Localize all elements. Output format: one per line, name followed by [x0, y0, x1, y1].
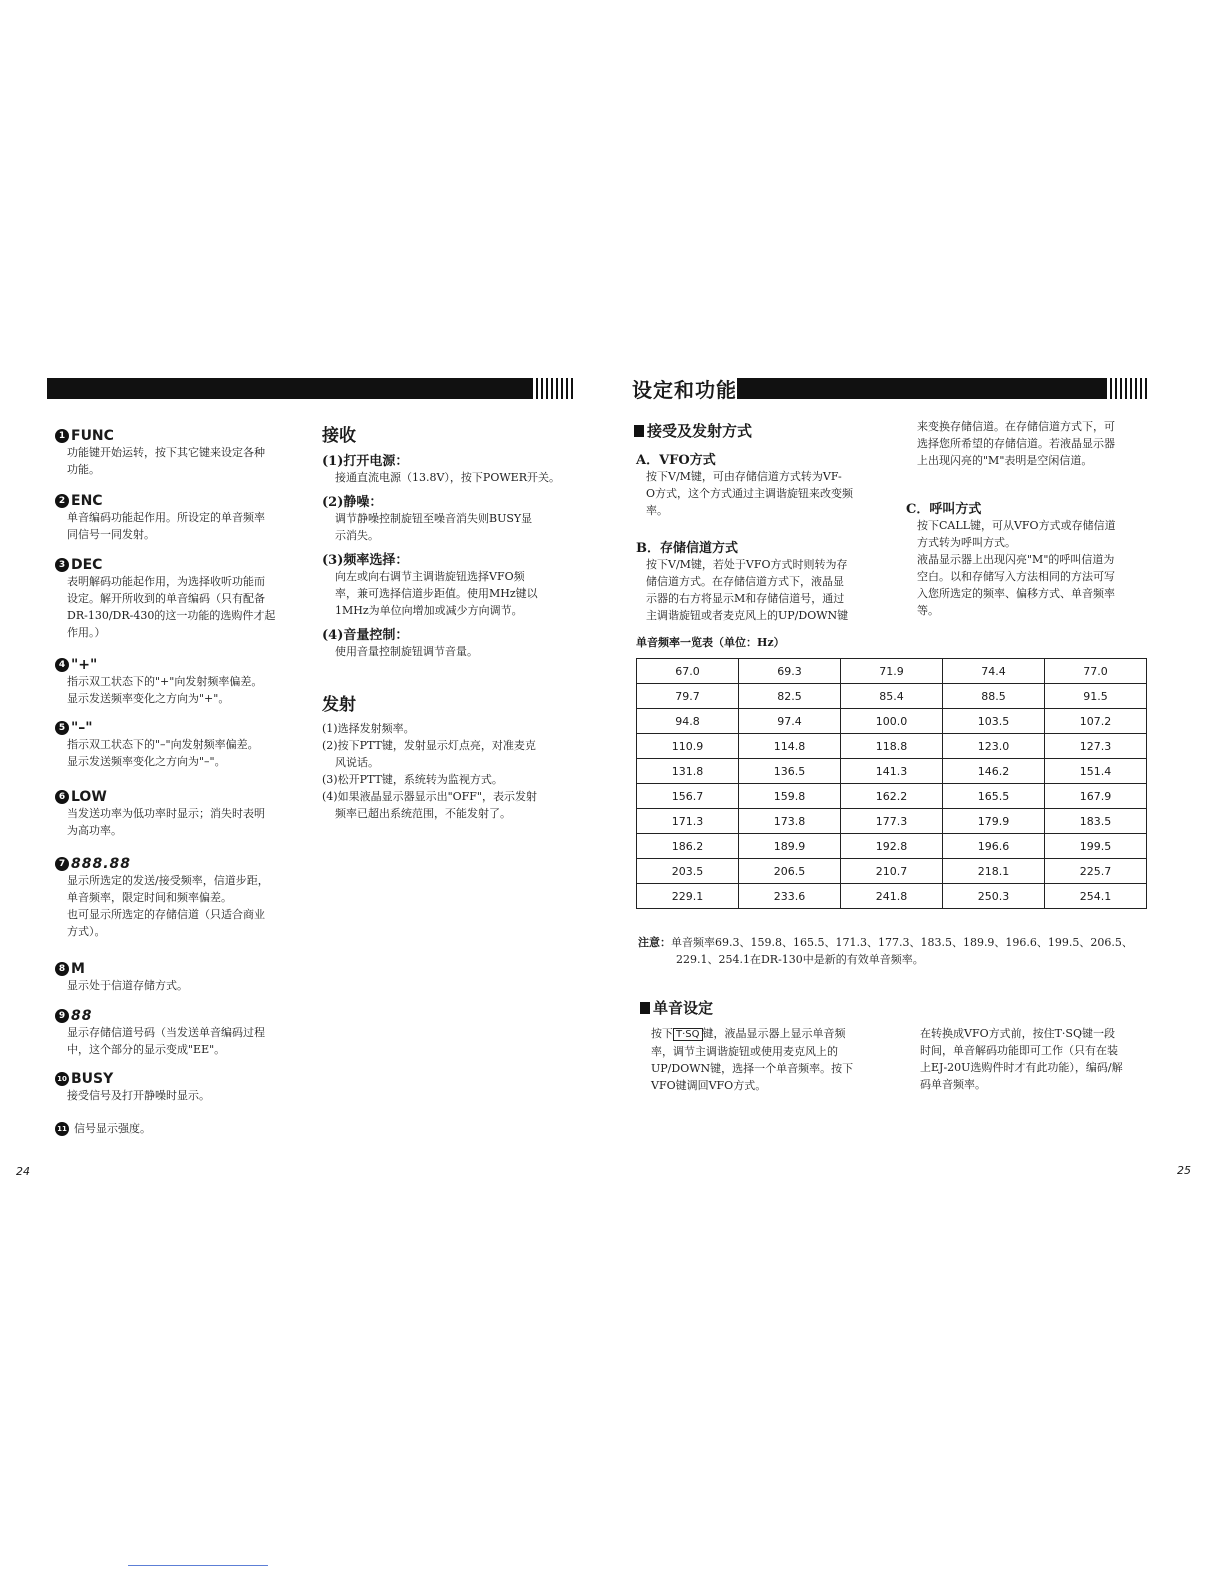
tone-table-cell: 179.9: [943, 809, 1045, 834]
tone-setting-left: 按下 T·SQ 键，液晶显示器上显示单音频 率，调节主调谐旋钮或使用麦克风上的 UP/DOWN键，选择一个单音频率。按下 VFO键调回VFO方式。: [651, 1027, 854, 1092]
number-3-icon: 3: [55, 558, 69, 572]
mode-b-head: B．存储信道方式: [636, 541, 738, 556]
modes-title: 接受及发射方式: [634, 420, 752, 441]
tone-table-cell: 85.4: [841, 684, 943, 709]
note-label: 注意：: [638, 936, 671, 949]
mode-c: [906, 498, 1156, 619]
step-head: (1)打开电源：: [322, 454, 409, 469]
display-item-low: [55, 789, 305, 839]
tone-table-row: [637, 734, 1147, 759]
tone-table-cell: 177.3: [841, 809, 943, 834]
item-title: ENC: [71, 493, 103, 509]
transmit-title: 发射: [322, 695, 356, 715]
tone-table-cell: 131.8: [637, 759, 739, 784]
note-line-1: 单音频率69.3、159.8、165.5、171.3、177.3、183.5、189.9、196.6、199.5、206.5、: [671, 936, 1133, 949]
tone-table-row: [637, 659, 1147, 684]
tone-table-row: [637, 859, 1147, 884]
square-bullet-icon: [640, 1002, 650, 1014]
tone-table-cell: 69.3: [739, 659, 841, 684]
tone-table-cell: 127.3: [1045, 734, 1147, 759]
note-line-2: 229.1、254.1在DR-130中是新的有效单音频率。: [676, 953, 924, 966]
display-item-busy: [55, 1071, 305, 1104]
scan-artifact-line: [128, 1565, 268, 1566]
number-6-icon: 6: [55, 790, 69, 804]
tone-table-cell: 97.4: [739, 709, 841, 734]
tone-table-cell: 186.2: [637, 834, 739, 859]
tone-table-cell: 167.9: [1045, 784, 1147, 809]
step-desc: 接通直流电源（13.8V），按下POWER开关。: [335, 471, 560, 484]
transmit-steps: (1)选择发射频率。 (2)按下PTT键，发射显示灯点亮，对准麦克 风说话。 (3)松开PTT键，系统转为监视方式。 (4)如果液晶显示器显示出"OFF"，表示发射 频率已超出系统范围，不能发射了。: [322, 722, 537, 820]
left-header-ticks: [536, 378, 573, 399]
item-desc: 功能键开始运转，按下其它键来设定各种 功能。: [67, 446, 265, 476]
tone-table-cell: 206.5: [739, 859, 841, 884]
tone-table: [636, 658, 1147, 909]
tone-table-cell: 203.5: [637, 859, 739, 884]
tone-table-cell: 250.3: [943, 884, 1045, 909]
square-bullet-icon: [634, 425, 644, 437]
mode-c-head: C．呼叫方式: [906, 502, 982, 517]
tone-table-cell: 71.9: [841, 659, 943, 684]
mode-a-head: A．VFO方式: [636, 453, 716, 468]
tone-table-cell: 146.2: [943, 759, 1045, 784]
tone-table-row: [637, 709, 1147, 734]
tone-table-cell: 82.5: [739, 684, 841, 709]
item-desc: 单音编码功能起作用。所设定的单音频率 同信号一同发射。: [67, 511, 265, 541]
tone-table-cell: 88.5: [943, 684, 1045, 709]
page-number-left: 24: [16, 1165, 30, 1178]
page-title: 设定和功能: [632, 378, 737, 402]
tone-table-cell: 118.8: [841, 734, 943, 759]
mode-b-continued: 来变换存储信道。在存储信道方式下，可 选择您所希望的存储信道。若液晶显示器 上出现闪亮的"M"表明是空闲信道。: [917, 420, 1115, 467]
step-head: (3)频率选择：: [322, 553, 409, 568]
step-desc: 调节静噪控制旋钮至噪音消失则BUSY显 示消失。: [335, 512, 533, 542]
tsq-key-label: T·SQ: [673, 1028, 703, 1041]
tone-table-cell: 123.0: [943, 734, 1045, 759]
tone-table-cell: 159.8: [739, 784, 841, 809]
tone-table-row: [637, 684, 1147, 709]
tone-table-cell: 218.1: [943, 859, 1045, 884]
item-desc: 信号显示强度。: [74, 1122, 151, 1135]
number-1-icon: 1: [55, 429, 69, 443]
item-desc: 显示所选定的发送/接受频率，信道步距， 单音频率，限定时间和频率偏差。 也可显示所选定的存储信道（只适合商业 方式）。: [67, 874, 269, 938]
item-desc: 指示双工状态下的"–"向发射频率偏差。 显示发送频率变化之方向为"–"。: [67, 738, 259, 768]
number-4-icon: 4: [55, 658, 69, 672]
tone-table-cell: 67.0: [637, 659, 739, 684]
display-item-channel: [55, 1008, 305, 1058]
tone-table-cell: 74.4: [943, 659, 1045, 684]
tone-table-cell: 110.9: [637, 734, 739, 759]
tone-table-cell: 165.5: [943, 784, 1045, 809]
tone-table-cell: 94.8: [637, 709, 739, 734]
tone-table-cell: 189.9: [739, 834, 841, 859]
display-item-plus: [55, 657, 305, 707]
item-desc: 显示存储信道号码（当发送单音编码过程 中，这个部分的显示变成"EE"。: [67, 1026, 265, 1056]
display-item-signal: [55, 1120, 305, 1137]
tone-table-cell: 162.2: [841, 784, 943, 809]
tone-table-cell: 173.8: [739, 809, 841, 834]
number-8-icon: 8: [55, 962, 69, 976]
mode-b-desc: 按下V/M键，若处于VFO方式时则转为存 储信道方式。在存储信道方式下，液晶显 示器的右方将显示M和存储信道号，通过 主调谐旋钮或者麦克风上的UP/DOWN键: [646, 558, 849, 622]
item-desc: 显示处于信道存储方式。: [67, 979, 188, 992]
tone-table-cell: 171.3: [637, 809, 739, 834]
number-9-icon: 9: [55, 1009, 69, 1023]
tone-table-cell: 107.2: [1045, 709, 1147, 734]
number-11-icon: 11: [55, 1122, 69, 1136]
left-header-bar: [47, 378, 533, 399]
display-item-func: [55, 428, 305, 478]
item-desc: 接受信号及打开静噪时显示。: [67, 1089, 210, 1102]
number-7-icon: 7: [55, 857, 69, 871]
item-title: BUSY: [71, 1071, 114, 1087]
number-2-icon: 2: [55, 494, 69, 508]
tone-table-cell: 192.8: [841, 834, 943, 859]
tone-table-cell: 199.5: [1045, 834, 1147, 859]
item-title: "+": [71, 657, 98, 673]
tone-table-cell: 241.8: [841, 884, 943, 909]
tone-table-cell: 114.8: [739, 734, 841, 759]
display-item-m: [55, 961, 305, 994]
tone-table-row: [637, 884, 1147, 909]
item-desc: 当发送功率为低功率时显示；消失时表明 为高功率。: [67, 807, 265, 837]
step-desc: 使用音量控制旋钮调节音量。: [335, 645, 478, 658]
receive-title: 接收: [322, 426, 356, 446]
tone-table-cell: 141.3: [841, 759, 943, 784]
modes-ab: [636, 449, 886, 624]
mode-c-desc: 按下CALL键，可从VFO方式或存储信道 方式转为呼叫方式。 液晶显示器上出现闪亮"M"的呼叫信道为 空白。以和存储写入方法相同的方法可写 入您所选定的频率、偏移方式、单音频率 等。: [917, 519, 1116, 617]
tone-table-cell: 79.7: [637, 684, 739, 709]
item-title: 888.88: [71, 856, 132, 872]
tone-table-cell: 196.6: [943, 834, 1045, 859]
tone-table-cell: 156.7: [637, 784, 739, 809]
item-desc: 表明解码功能起作用，为选择收听功能而 设定。解开所收到的单音编码（只有配备 DR-130/DR-430的这一功能的选购件才起 作用。）: [67, 575, 276, 639]
tone-table-cell: 91.5: [1045, 684, 1147, 709]
number-5-icon: 5: [55, 721, 69, 735]
tone-setting-title: 单音设定: [640, 997, 713, 1018]
tone-table-row: [637, 809, 1147, 834]
tone-setting-right: 在转换成VFO方式前，按住T·SQ键一段 时间，单音解码功能即可工作（只有在装 上EJ-20U选购件时才有此功能），编码/解 码单音频率。: [920, 1027, 1123, 1091]
tone-table-caption: 单音频率一览表（单位：Hz）: [636, 636, 785, 649]
item-desc: 指示双工状态下的"+"向发射频率偏差。 显示发送频率变化之方向为"+"。: [67, 675, 263, 705]
display-item-minus: [55, 720, 305, 770]
tone-table-cell: 77.0: [1045, 659, 1147, 684]
display-item-dec: [55, 557, 305, 641]
tone-table-cell: 100.0: [841, 709, 943, 734]
tone-table-cell: 254.1: [1045, 884, 1147, 909]
tone-table-cell: 103.5: [943, 709, 1045, 734]
tone-table-cell: 225.7: [1045, 859, 1147, 884]
tone-table-cell: 233.6: [739, 884, 841, 909]
step-head: (2)静噪：: [322, 495, 383, 510]
item-title: LOW: [71, 789, 107, 805]
item-title: M: [71, 961, 85, 977]
display-item-enc: [55, 493, 305, 543]
tone-table-row: [637, 759, 1147, 784]
item-title: DEC: [71, 557, 103, 573]
tone-note: [638, 934, 1198, 968]
right-header-ticks: [1110, 378, 1147, 399]
receive-steps: [322, 450, 582, 660]
item-title: FUNC: [71, 428, 114, 444]
tone-table-cell: 183.5: [1045, 809, 1147, 834]
tone-table-row: [637, 784, 1147, 809]
right-header-bar: [737, 378, 1107, 399]
item-title: 88: [71, 1008, 93, 1024]
page-number-right: 25: [1177, 1164, 1191, 1177]
step-desc: 向左或向右调节主调谐旋钮选择VFO频 率，兼可选择信道步距值。使用MHz键以 1MHz为单位向增加或减少方向调节。: [335, 570, 538, 617]
tone-table-cell: 136.5: [739, 759, 841, 784]
tone-table-cell: 210.7: [841, 859, 943, 884]
step-head: (4)音量控制：: [322, 628, 409, 643]
mode-a-desc: 按下V/M键，可由存储信道方式转为VF- O方式，这个方式通过主调谐旋钮来改变频 率。: [646, 470, 854, 517]
tone-table-cell: 151.4: [1045, 759, 1147, 784]
tone-table-row: [637, 834, 1147, 859]
display-item-frequency: [55, 856, 305, 940]
tone-table-cell: 229.1: [637, 884, 739, 909]
number-10-icon: 10: [55, 1072, 69, 1086]
item-title: "–": [71, 720, 93, 736]
